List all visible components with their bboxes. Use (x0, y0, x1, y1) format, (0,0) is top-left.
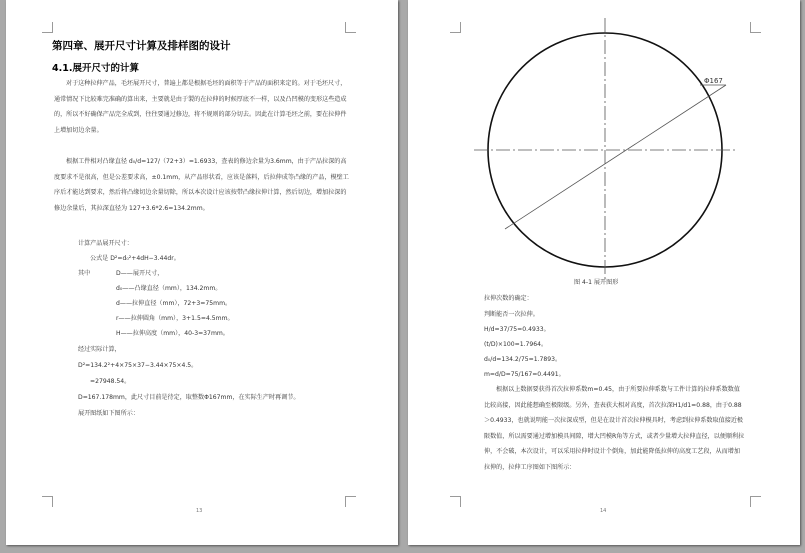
blank-development-figure (408, 0, 800, 300)
calc-line-3: D=167.178mm，此尺寸目前是待定，取整数Φ167mm，在实际生产时再调节。 (78, 394, 300, 401)
variable-H: H——拉伸高度（mm），40-3=37mm。 (116, 330, 229, 337)
text-line-5: d₀/d=134.2/75=1.7893。 (484, 356, 562, 363)
text-line-4: (t/D)×100=1.7964。 (484, 341, 548, 348)
margin-mark-bottom-right (750, 496, 761, 507)
formula: 公式是 D²=d₀²+4dH−3.44dr。 (90, 255, 180, 262)
formula-intro: 计算产品展开尺寸： (78, 240, 133, 247)
section-title: 4.1.展开尺寸的计算 (52, 63, 139, 74)
margin-mark-bottom-left (42, 496, 53, 507)
calc-line-1: D²=134.2²+4×75×37−3.44×75×4.5。 (78, 362, 198, 369)
where-label: 其中 (78, 270, 91, 277)
page-number: 14 (600, 508, 607, 514)
page-number: 13 (196, 508, 203, 514)
variable-D: D——展开尺寸， (116, 270, 164, 277)
paragraph-drawing-analysis: 根据以上数据要获得首次拉伸系数m=0.45，由于所要拉伸系数与工件计算的拉伸系数数值比较高接，因此能想确至极限级。另外，查表获大相对高度，首次拉深H1/d1=0.88，由于0.88＞0.4933，也就说明能一次拉深成型，但是在设计首次拉伸模具时，考虑到拉伸系数取值接近极限数值，所以需要通过增加模具间隙，增大凹模R角等方式，或者少量增大拉伸直径，以便顺利拉伸，不会破，本次设计，可以采用拉伸时设计个倒角，加此能降低拉伸的高度工艺段，从而增加拉伸的，拉伸工序图如下图所示： (484, 386, 745, 471)
paragraph-trim-allowance: 根据工件相对凸缘直径 d₀/d=127/（72+3）=1.6933，查表的修边余量为3.6mm，由于产品拉深的高度要求不是很高，但是公差要求高，±0.1mm，从产品形状看，应该是落料，后拉伸成等凸缘的产品，模壁工序后才能达到要求，然后将凸缘切边余量切除，所以本次设计应该按带凸缘拉伸计算，然后切边，增加拉深的修边余量后，其拉深直径为 127+3.6*2.6=134.2mm。 (54, 158, 349, 212)
figure-caption: 图 4-1 展开图形 (574, 279, 619, 286)
text-line-2: 判断能否一次拉伸。 (484, 311, 539, 318)
margin-mark-top-left (42, 22, 53, 33)
margin-mark-top-right (345, 22, 356, 33)
margin-mark-bottom-left (450, 496, 461, 507)
variable-d: d——拉伸直径（mm），72+3=75mm。 (116, 300, 232, 307)
variable-r: r——拉伸圆角（mm），3+1.5=4.5mm。 (116, 315, 234, 322)
calc-intro: 经过实际计算， (78, 346, 121, 353)
calc-line-4: 展开图纸如下图所示： (78, 410, 139, 417)
diameter-label: Φ167 (704, 77, 723, 85)
margin-mark-bottom-right (345, 496, 356, 507)
chapter-title: 第四章、展开尺寸计算及排样图的设计 (52, 40, 231, 52)
text-line-1: 拉伸次数的确定： (484, 295, 533, 302)
text-line-3: H/d=37/75=0.4933。 (484, 326, 550, 333)
diameter-dimension-line (505, 85, 726, 229)
document-page-14 (408, 0, 800, 545)
paragraph-intro: 对于这种拉伸产品，毛坯展开尺寸，普遍上都是根据毛坯的面积等于产品的面积来定的。对于毛坯尺寸，通常情况下比较难完准确的算出来，主要就是由于製的在拉伸的时候厚底不一样，以及凸凹模的变形这些造成的，所以不好确保产品完全成到，往往要通过修边，将不规则的部分切去。因此在计算毛坯之前，要在拉伸件上增加切边余量。 (54, 80, 347, 134)
text-line-6: m=d/D=75/167=0.4491。 (484, 371, 565, 378)
document-page-13 (6, 0, 398, 545)
calc-line-2: =27948.54。 (90, 378, 131, 385)
variable-d0: d₀——凸缘直径（mm），134.2mm。 (116, 285, 222, 292)
